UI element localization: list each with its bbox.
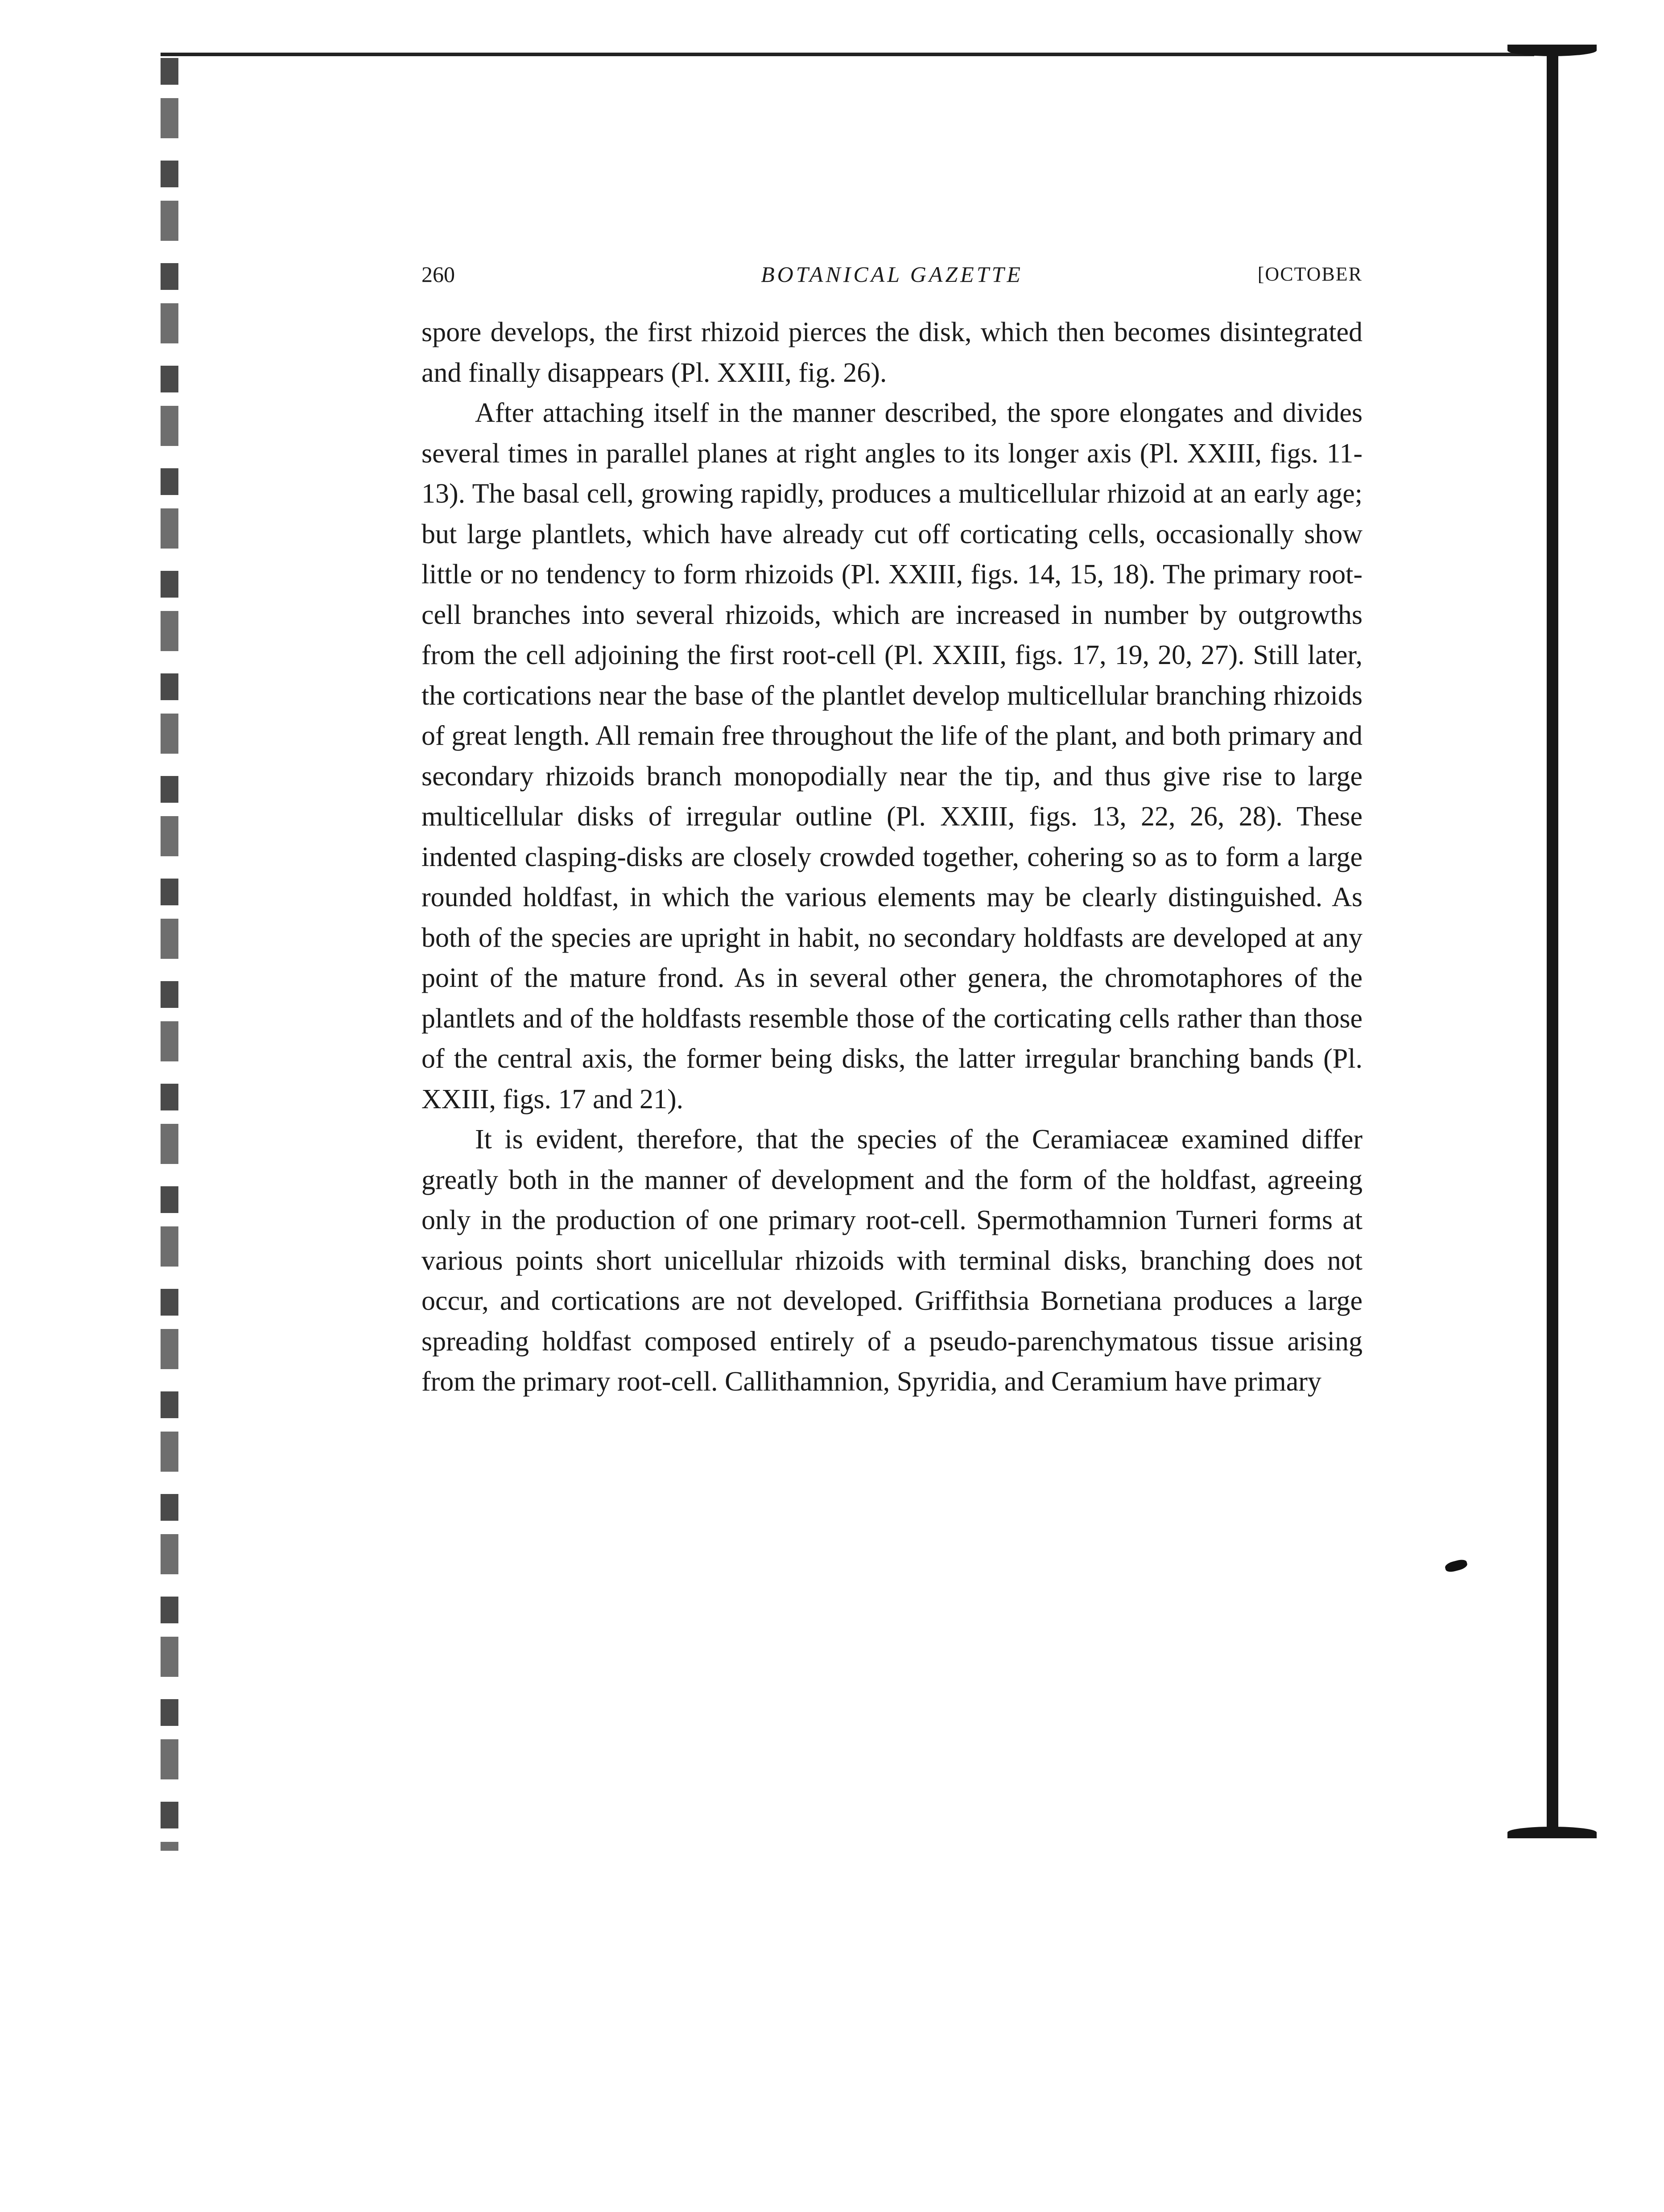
paragraph-2: After attaching itself in the manner described, the spore elongates and divides several times in parallel planes at right angles to its longer axis (Pl. XXIII, figs. 11-13). The basal cell, growing rapidly, produces a multicellular rhizoid at an early age; but large plantlets, which have already cut off corticating cells, occasionally show little or no tendency to form rhizoids (Pl. XXIII, figs. 14, 15, 18). The primary root-cell branches into several rhizoids, which are increased in number by outgrowths from the cell adjoining the first root-cell (Pl. XXIII, figs. 17, 19, 20, 27). Still later, the cortications near the base of the plantlet develop multicellular branching rhizoids of great length. All remain free throughout the life of the plant, and both primary and secondary rhizoids branch monopodially near the tip, and thus give rise to large multicellular disks of irregular outline (Pl. XXIII, figs. 13, 22, 26, 28). These indented clasping-disks are closely crowded together, cohering so as to form a large rounded holdfast, in which the various elements may be clearly distinguished. As both of the species are upright in habit, no secondary holdfasts are developed at any point of the mature frond. As in several other genera, the chromotaphores of the plantlets and of the holdfasts resemble those of the corticating cells rather than those of the central axis, the former being disks, the latter irregular branching bands (Pl. XXIII, figs. 17 and 21). — [421, 398, 1363, 1114]
right-bar-cap-bottom — [1507, 1827, 1597, 1838]
running-head — [421, 256, 1363, 292]
paragraph-1: spore develops, the first rhizoid pierces the disk, which then becomes disintegrated and finally disappears (Pl. XXIII, fig. 26). — [421, 317, 1363, 388]
journal-title: BOTANICAL GAZETTE — [761, 262, 1023, 287]
page-number: 260 — [421, 262, 455, 287]
paragraph-3: It is evident, therefore, that the species of the Ceramiaceæ examined differ greatly both in the manner of development and the form of the holdfast, agreeing only in the production of one primary root-cell. Spermothamnion Turneri forms at various points short unicellular rhizoids with terminal disks, branching does not occur, and cortications are not developed. Griffithsia Bornetiana produces a large spreading holdfast composed entirely of a pseudo-parenchymatous tissue arising from the primary root-cell. Callithamnion, Spyridia, and Ceramium have primary — [421, 1124, 1363, 1397]
body-text — [421, 312, 1363, 1402]
ink-smudge — [1444, 1558, 1468, 1573]
right-page-edge — [1547, 49, 1558, 1833]
binding-edge — [161, 58, 178, 1851]
issue-month: [OCTOBER — [1257, 263, 1363, 285]
top-rule — [161, 53, 1534, 56]
